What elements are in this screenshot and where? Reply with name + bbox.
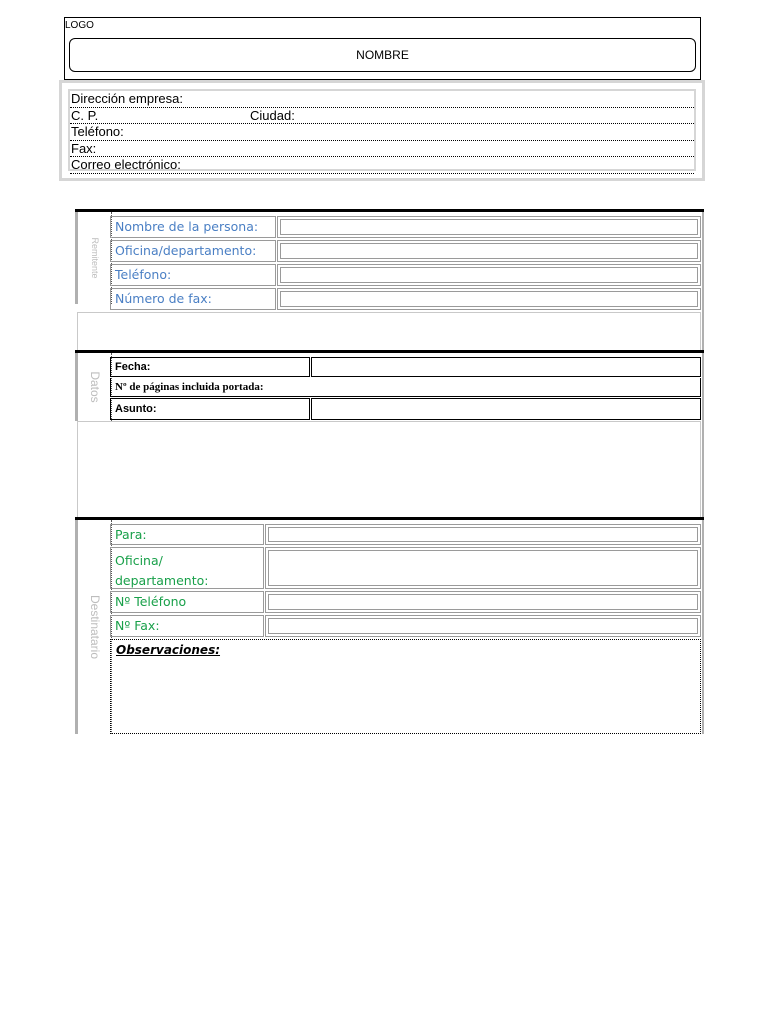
sender-phone-label-cell: [110, 264, 276, 286]
to-field[interactable]: [265, 524, 701, 545]
right-border: [702, 353, 704, 519]
field-inner: [280, 291, 698, 307]
field-inner: [268, 527, 698, 542]
recipient-section-label: Destinatario: [87, 594, 102, 660]
field-inner: [280, 243, 698, 259]
right-border: [702, 520, 704, 734]
sender-office-field[interactable]: [277, 240, 701, 262]
observations-field[interactable]: [110, 639, 701, 734]
sender-phone-label: Teléfono:: [115, 267, 172, 282]
subject-field[interactable]: [311, 398, 701, 420]
recipient-office-field[interactable]: [265, 547, 701, 589]
address-row[interactable]: [70, 91, 694, 108]
email-label: Correo electrónico:: [71, 157, 181, 172]
recipient-office-label-line1: Oficina/: [115, 553, 163, 568]
field-inner: [268, 618, 698, 634]
recipient-phone-field[interactable]: [265, 591, 701, 613]
sender-name-label-cell: [110, 216, 276, 238]
recipient-fax-label: Nº Fax:: [115, 618, 160, 633]
sender-side-label: [75, 212, 112, 304]
fax-row[interactable]: [70, 141, 694, 158]
observations-label: Observaciones:: [116, 643, 221, 657]
sender-blank-area: [77, 312, 701, 352]
sender-section-label: Remitente: [89, 237, 100, 279]
to-label: Para:: [115, 527, 147, 542]
recipient-phone-label: Nº Teléfono: [115, 594, 187, 609]
date-label: Fecha:: [115, 361, 151, 373]
logo-placeholder: LOGO: [65, 20, 94, 31]
recipient-office-label-line2: departamento:: [115, 573, 209, 588]
sender-fax-label: Número de fax:: [115, 291, 212, 306]
postal-code-label: C. P.: [71, 107, 99, 123]
address-block: [59, 80, 705, 181]
recipient-fax-field[interactable]: [265, 615, 701, 637]
recipient-office-label: [115, 551, 208, 591]
sender-fax-label-cell: [110, 288, 276, 310]
city-label: Ciudad:: [250, 107, 295, 123]
sender-section: [75, 209, 704, 352]
fax-label: Fax:: [71, 140, 97, 156]
field-inner: [268, 550, 698, 586]
field-inner: [280, 219, 698, 235]
data-section: [75, 350, 704, 519]
phone-row[interactable]: [70, 124, 694, 141]
company-name-box[interactable]: [69, 38, 696, 72]
right-border: [702, 212, 704, 352]
letterhead: [64, 17, 701, 80]
sender-phone-field[interactable]: [277, 264, 701, 286]
sender-office-label: Oficina/departamento:: [115, 243, 257, 258]
pages-label: Nº de páginas incluida portada:: [115, 381, 264, 393]
sender-fax-field[interactable]: [277, 288, 701, 310]
recipient-phone-label-cell: [110, 591, 264, 613]
sender-name-field[interactable]: [277, 216, 701, 238]
address-label: Dirección empresa:: [71, 91, 183, 106]
date-label-cell: [110, 357, 310, 377]
date-field[interactable]: [311, 357, 701, 377]
subject-label: Asunto:: [115, 403, 157, 415]
data-side-label: [75, 353, 112, 421]
to-label-cell: [110, 524, 264, 545]
company-name: NOMBRE: [356, 48, 409, 62]
phone-label: Teléfono:: [71, 124, 124, 139]
recipient-office-label-cell: [110, 547, 264, 589]
pages-cell[interactable]: [110, 378, 701, 397]
postal-code-row[interactable]: [70, 108, 694, 125]
address-fields: [68, 89, 696, 171]
email-row[interactable]: [70, 157, 694, 174]
field-inner: [268, 594, 698, 610]
recipient-fax-label-cell: [110, 615, 264, 637]
recipient-side-label: [75, 520, 112, 734]
data-blank-area: [77, 421, 701, 519]
sender-office-label-cell: [110, 240, 276, 262]
subject-label-cell: [110, 398, 310, 420]
sender-name-label: Nombre de la persona:: [115, 219, 259, 234]
recipient-section: [75, 517, 704, 734]
field-inner: [280, 267, 698, 283]
data-section-label: Datos: [87, 371, 102, 403]
